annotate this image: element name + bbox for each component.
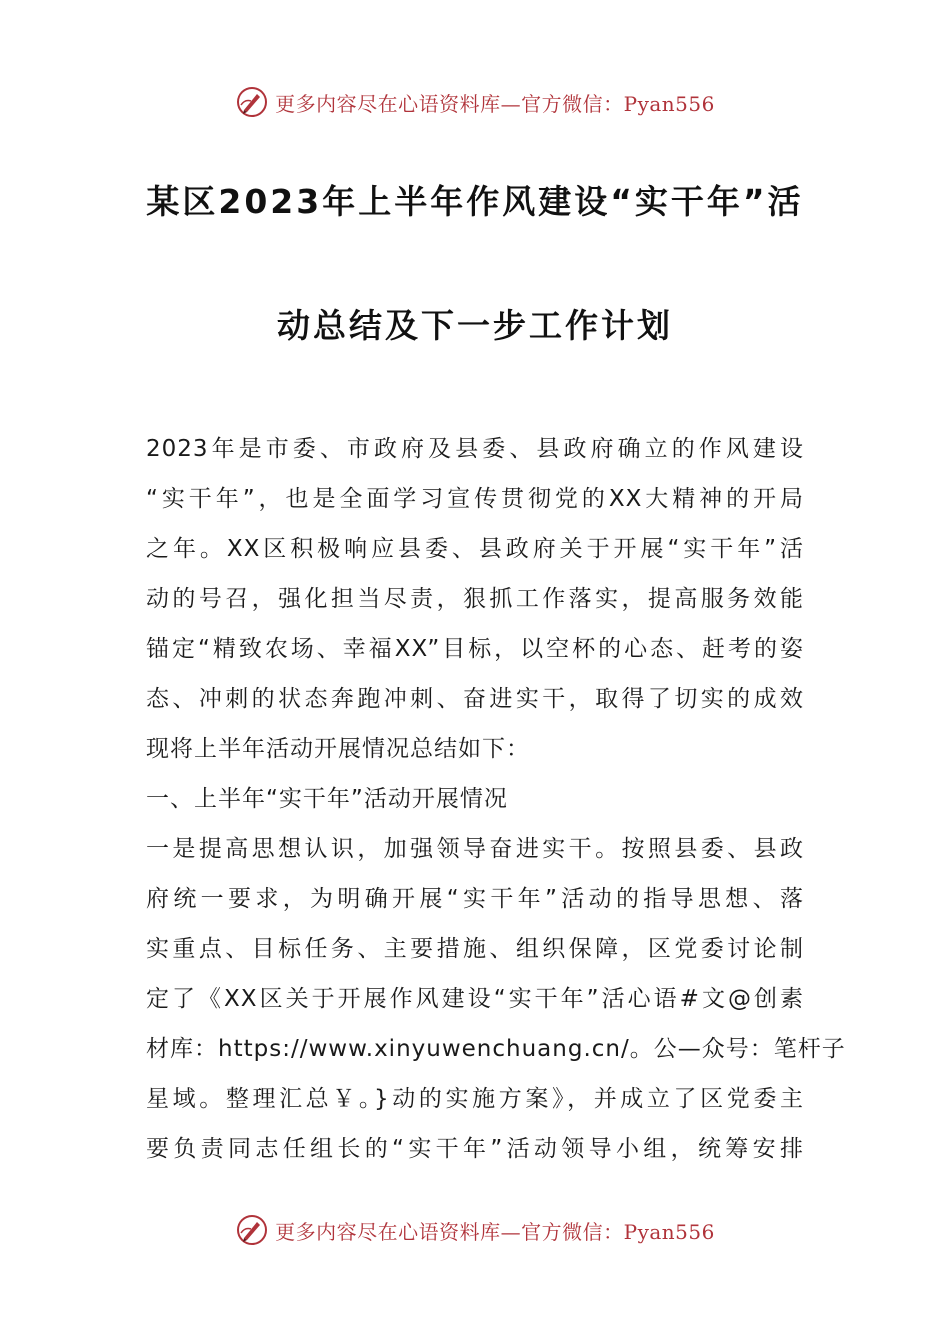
body-line: 要负责同志任组长的“实干年”活动领导小组，统筹安排 [146,1136,804,1162]
pen-circle-logo-icon [235,85,269,119]
body-line: 府统一要求，为明确开展“实干年”活动的指导思想、落 [146,886,804,912]
body-line: 动的号召，强化担当尽责，狠抓工作落实，提高服务效能 [146,586,804,612]
footer-banner-text: 更多内容尽在心语资料库—官方微信：Pyan556 [275,1219,715,1244]
document-title-line-1: 某区2023年上半年作风建设“实干年”活 [146,182,804,221]
body-line: “实干年”，也是全面学习宣传贯彻党的XX大精神的开局 [146,486,804,512]
body-line: 态、冲刺的状态奔跑冲刺、奋进实干，取得了切实的成效 [146,686,804,712]
header-banner-text: 更多内容尽在心语资料库—官方微信：Pyan556 [275,91,715,116]
body-line: 2023年是市委、市政府及县委、县政府确立的作风建设 [146,436,804,462]
body-line: 锚定“精致农场、幸福XX”目标，以空杯的心态、赶考的姿 [146,636,804,662]
body-line: 定了《XX区关于开展作风建设“实干年”活心语#文@创素 [146,986,804,1012]
body-line: 星域。整理汇总￥。}动的实施方案》，并成立了区党委主 [146,1086,804,1112]
document-title-line-2: 动总结及下一步工作计划 [277,306,673,345]
body-line: 实重点、目标任务、主要措施、组织保障，区党委讨论制 [146,936,804,962]
header-banner [0,82,950,122]
body-line: 之年。XX区积极响应县委、县政府关于开展“实干年”活 [146,536,804,562]
body-line: 一是提高思想认识，加强领导奋进实干。按照县委、县政 [146,836,804,862]
body-line: 材库：https://www.xinyuwenchuang.cn/。公—众号：笔杆子 [146,1036,846,1062]
footer-banner [0,1210,950,1250]
body-line: 现将上半年活动开展情况总结如下： [146,736,530,762]
pen-circle-logo-icon [235,1213,269,1247]
section-heading: 一、上半年“实干年”活动开展情况 [146,786,508,812]
